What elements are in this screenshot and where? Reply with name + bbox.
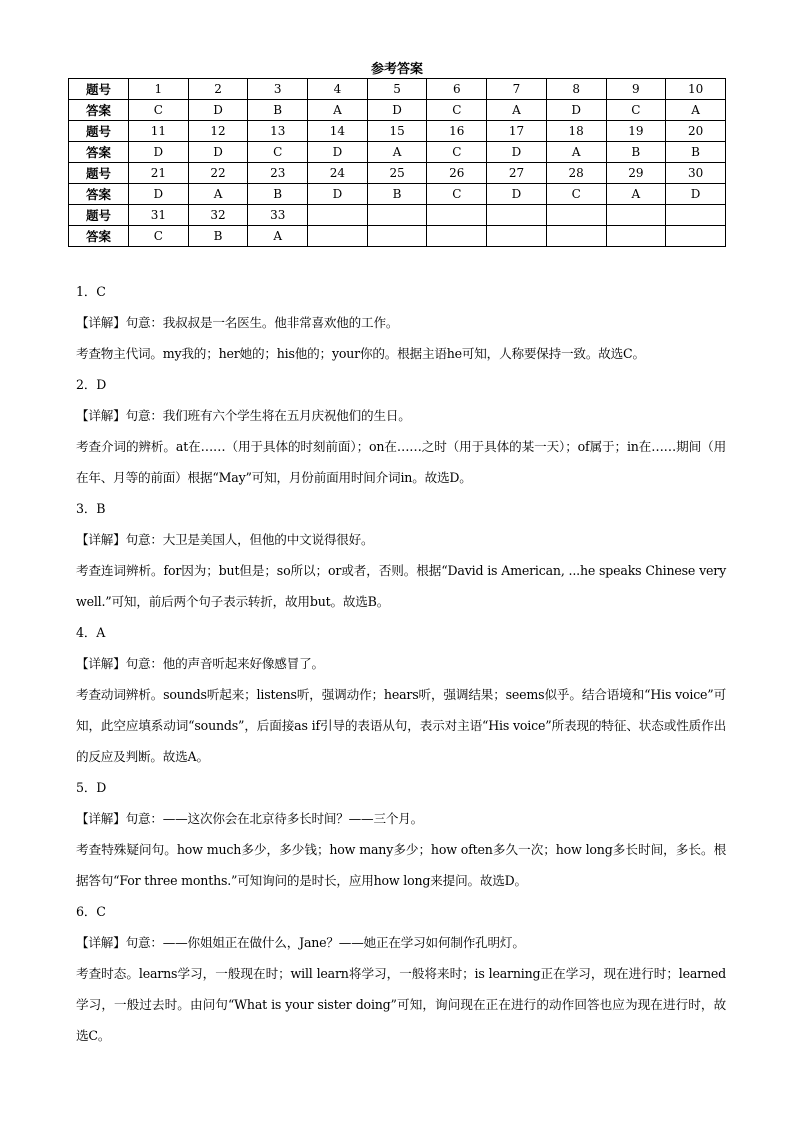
item-detail xyxy=(76,307,726,338)
answer-key-table xyxy=(68,78,726,247)
row-header-cell: 题号 xyxy=(69,79,129,100)
item-detail xyxy=(76,927,726,958)
item-number: 5．D xyxy=(76,780,107,795)
answer-cell: 16 xyxy=(427,121,487,142)
answer-cell: D xyxy=(367,100,427,121)
item-analysis: 考查动词辨析。sounds听起来；listens听，强调动作；hears听，强调结果；seems似乎。结合语境和“His voice”可知，此空应填系动词“sounds”，后面接as if引导的表语从句，表示对主语“His voice”所表现的特征、状态或性质作出的反应及判断。故选A。 xyxy=(76,687,726,764)
answer-cell xyxy=(487,205,547,226)
item-detail xyxy=(76,524,726,555)
answer-cell xyxy=(606,205,666,226)
answer-cell: 32 xyxy=(188,205,248,226)
answer-cell xyxy=(546,226,606,247)
row-header-cell: 答案 xyxy=(69,142,129,163)
answer-key-title: 参考答案 xyxy=(370,62,423,77)
detail-tag: 【详解】 xyxy=(76,935,126,950)
detail-text: 句意：——这次你会在北京待多长时间？——三个月。 xyxy=(125,811,424,826)
answer-cell xyxy=(367,205,427,226)
answer-cell: 7 xyxy=(487,79,547,100)
answer-cell xyxy=(308,226,368,247)
answer-cell: C xyxy=(427,142,487,163)
answer-cell: 21 xyxy=(129,163,189,184)
answer-cell: C xyxy=(129,226,189,247)
answer-cell xyxy=(606,226,666,247)
answer-cell: A xyxy=(248,226,308,247)
item-analysis: 考查时态。learns学习，一般现在时；will learn将学习，一般将来时；is learning正在学习，现在进行时；learned学习，一般过去时。由问句“What is your sister doing”可知，询问现在正在进行的动作回答也应为现在进行时，故选C。 xyxy=(76,966,726,1043)
item-detail xyxy=(76,803,726,834)
answer-cell: D xyxy=(487,142,547,163)
answer-cell: A xyxy=(367,142,427,163)
answer-cell: 23 xyxy=(248,163,308,184)
answer-cell: 29 xyxy=(606,163,666,184)
answer-cell: 20 xyxy=(666,121,726,142)
detail-text: 句意：大卫是美国人，但他的中文说得很好。 xyxy=(125,532,374,547)
answer-cell: 5 xyxy=(367,79,427,100)
answer-cell: D xyxy=(666,184,726,205)
item-number: 2．D xyxy=(76,377,107,392)
answer-cell: D xyxy=(487,184,547,205)
answer-cell: C xyxy=(129,100,189,121)
answer-table-row xyxy=(69,163,726,184)
answer-cell: 27 xyxy=(487,163,547,184)
answer-cell: 13 xyxy=(248,121,308,142)
row-header-cell: 答案 xyxy=(69,100,129,121)
answer-table-row xyxy=(69,205,726,226)
answer-cell: 33 xyxy=(248,205,308,226)
answer-cell: A xyxy=(606,184,666,205)
detail-tag: 【详解】 xyxy=(76,315,126,330)
answer-cell: 3 xyxy=(248,79,308,100)
answer-cell: D xyxy=(129,184,189,205)
answer-cell: A xyxy=(487,100,547,121)
answer-cell: 19 xyxy=(606,121,666,142)
answer-cell: 17 xyxy=(487,121,547,142)
answer-cell: 4 xyxy=(308,79,368,100)
row-header-cell: 答案 xyxy=(69,226,129,247)
answer-cell: 6 xyxy=(427,79,487,100)
answer-table-row xyxy=(69,121,726,142)
answer-cell xyxy=(487,226,547,247)
detail-tag: 【详解】 xyxy=(76,532,126,547)
item-detail xyxy=(76,400,726,431)
answer-cell: 1 xyxy=(129,79,189,100)
item-analysis: 考查特殊疑问句。how much多少，多少钱；how many多少；how often多久一次；how long多长时间，多长。根据答句“For three months.”可知询问的是时长，应用how long来提问。故选D。 xyxy=(76,842,726,888)
item-number: 3．B xyxy=(76,501,106,516)
answer-cell: 18 xyxy=(546,121,606,142)
detail-tag: 【详解】 xyxy=(76,811,126,826)
answer-cell xyxy=(666,205,726,226)
answer-cell xyxy=(427,226,487,247)
detail-text: 句意：——你姐姐正在做什么，Jane？——她正在学习如何制作孔明灯。 xyxy=(125,935,525,950)
answer-cell xyxy=(546,205,606,226)
answer-cell: 2 xyxy=(188,79,248,100)
answer-cell: B xyxy=(606,142,666,163)
answer-cell: C xyxy=(546,184,606,205)
answer-cell: 26 xyxy=(427,163,487,184)
answer-cell: A xyxy=(666,100,726,121)
answer-table-row xyxy=(69,184,726,205)
detail-tag: 【详解】 xyxy=(76,656,126,671)
answer-cell: 24 xyxy=(308,163,368,184)
answer-table-row xyxy=(69,142,726,163)
answer-cell: 9 xyxy=(606,79,666,100)
item-number: 1．C xyxy=(76,284,106,299)
answer-cell: 15 xyxy=(367,121,427,142)
answer-cell: 25 xyxy=(367,163,427,184)
answer-table-row xyxy=(69,79,726,100)
answer-cell: A xyxy=(188,184,248,205)
answer-cell: 10 xyxy=(666,79,726,100)
detail-text: 句意：他的声音听起来好像感冒了。 xyxy=(125,656,324,671)
answer-cell xyxy=(666,226,726,247)
answer-cell: B xyxy=(367,184,427,205)
answer-cell: A xyxy=(308,100,368,121)
row-header-cell: 题号 xyxy=(69,121,129,142)
answer-cell xyxy=(367,226,427,247)
answer-cell: B xyxy=(248,184,308,205)
item-analysis: 考查物主代词。my我的；her她的；his他的；your你的。根据主语he可知，人称要保持一致。故选C。 xyxy=(76,346,645,361)
answer-table-row xyxy=(69,226,726,247)
answer-cell: D xyxy=(308,184,368,205)
detail-text: 句意：我们班有六个学生将在五月庆祝他们的生日。 xyxy=(125,408,411,423)
answer-cell: 30 xyxy=(666,163,726,184)
answer-cell: 28 xyxy=(546,163,606,184)
item-number: 6．C xyxy=(76,904,106,919)
answer-cell: C xyxy=(427,100,487,121)
answer-cell: B xyxy=(666,142,726,163)
answer-cell: 14 xyxy=(308,121,368,142)
item-detail xyxy=(76,648,726,679)
answer-cell: C xyxy=(248,142,308,163)
row-header-cell: 题号 xyxy=(69,163,129,184)
answer-cell: C xyxy=(606,100,666,121)
answer-cell xyxy=(427,205,487,226)
answer-cell: D xyxy=(546,100,606,121)
answer-explanations xyxy=(76,276,726,1051)
answer-cell: D xyxy=(188,142,248,163)
answer-cell: D xyxy=(308,142,368,163)
answer-cell: 11 xyxy=(129,121,189,142)
item-number: 4．A xyxy=(76,625,106,640)
answer-cell: A xyxy=(546,142,606,163)
answer-cell: 8 xyxy=(546,79,606,100)
answer-cell: B xyxy=(188,226,248,247)
row-header-cell: 答案 xyxy=(69,184,129,205)
answer-cell: C xyxy=(427,184,487,205)
detail-text: 句意：我叔叔是一名医生。他非常喜欢他的工作。 xyxy=(125,315,399,330)
answer-cell: D xyxy=(129,142,189,163)
item-analysis: 考查介词的辨析。at在……（用于具体的时刻前面）；on在……之时（用于具体的某一天）；of属于；in在……期间（用在年、月等的前面）根据“May”可知，月份前面用时间介词in。故选D。 xyxy=(76,439,726,485)
answer-cell: 31 xyxy=(129,205,189,226)
item-analysis: 考查连词辨析。for因为；but但是；so所以；or或者，否则。根据“David is American, ...he speaks Chinese very well.”可知，前后两个句子表示转折，故用but。故选B。 xyxy=(76,563,726,609)
detail-tag: 【详解】 xyxy=(76,408,126,423)
answer-cell: 12 xyxy=(188,121,248,142)
answer-table-row xyxy=(69,100,726,121)
answer-cell: 22 xyxy=(188,163,248,184)
answer-cell: D xyxy=(188,100,248,121)
row-header-cell: 题号 xyxy=(69,205,129,226)
answer-cell: B xyxy=(248,100,308,121)
answer-cell xyxy=(308,205,368,226)
